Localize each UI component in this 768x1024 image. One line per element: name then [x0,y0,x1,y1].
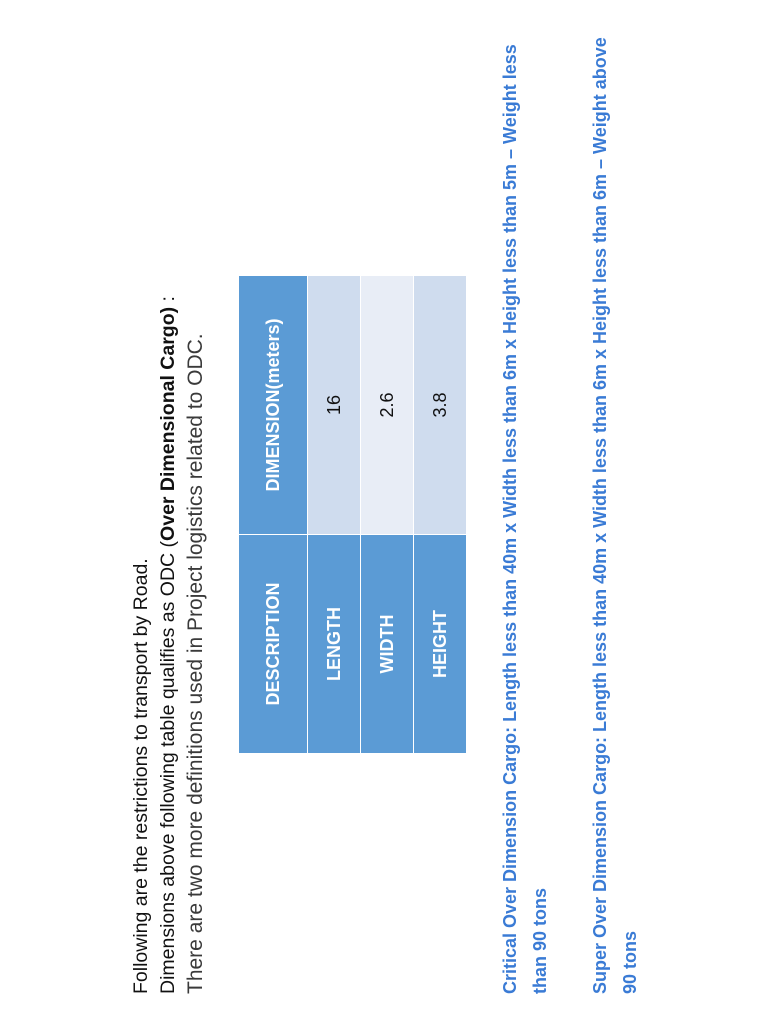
table-header-row [239,276,308,754]
row-height-value: 3.8 [414,276,467,535]
table-row [414,276,467,754]
note-super-odc: Super Over Dimension Cargo: Length less than 40m x Width less than 6m x Height less than 6m – Weight above 90 tons [590,37,640,994]
header-dimension: DIMENSION(meters) [239,276,308,535]
intro-text [128,34,209,994]
note-critical-odc: Critical Over Dimension Cargo: Length less than 40m x Width less than 6m x Height less than 5m – Weight less than 90 tons [500,44,550,994]
row-length-value: 16 [308,276,361,535]
odc-suffix: : [157,296,179,307]
header-description: DESCRIPTION [239,535,308,754]
intro-line-restrictions: Following are the restrictions to transport by Road. [130,558,152,994]
odc-bold-term: Over Dimensional Cargo) [157,306,179,541]
row-length-label: LENGTH [308,535,361,754]
odc-prefix: Dimensions above following table qualifies as ODC ( [157,540,179,994]
intro-line-more-definitions: There are two more definitions used in Project logistics related to ODC. [184,333,207,994]
table-row [308,276,361,754]
row-height-label: HEIGHT [414,535,467,754]
row-width-value: 2.6 [361,276,414,535]
dimension-table [238,275,467,754]
row-width-label: WIDTH [361,535,414,754]
intro-line-odc-definition [155,34,182,994]
table-row [361,276,414,754]
